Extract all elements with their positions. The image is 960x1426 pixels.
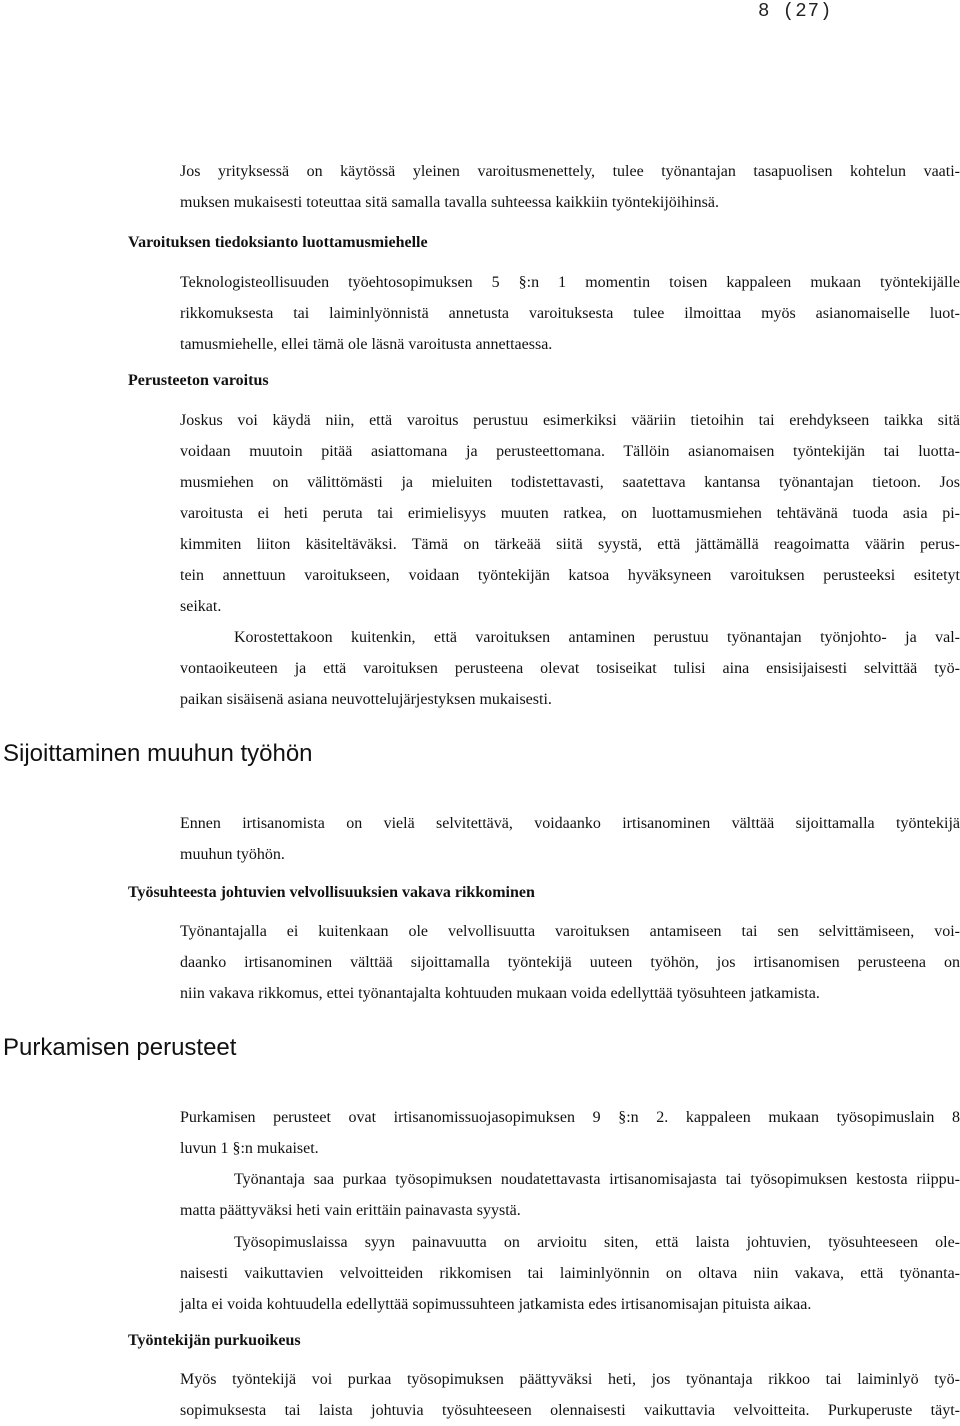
text-line: Myös työntekijä voi purkaa työsopimuksen päättyväksi heti, jos työnantaja rikkoo tai laiminlyö työ- xyxy=(180,1371,960,1388)
text-line: paikan sisäisenä asiana neuvottelujärjestyksen mukaisesti. xyxy=(180,691,552,708)
paragraph-serious-breach xyxy=(180,916,960,1009)
text-line: varoitusta ei heti peruta tai erimielisyys muuten ratkea, on luottamusmiehen tehtävänä tuoda asia pi- xyxy=(180,505,960,522)
text-line: Jos yrityksessä on käytössä yleinen varoitusmenettely, tulee työnantajan tasapuolisen kohtelun vaati- xyxy=(180,163,960,180)
heading-unfounded-warning: Perusteeton varoitus xyxy=(128,372,269,389)
paragraph-emphasis xyxy=(180,622,960,715)
text-line: tamusmiehelle, ellei tämä ole läsnä varoitusta annettaessa. xyxy=(180,336,553,353)
section-title-grounds-for-termination: Purkamisen perusteet xyxy=(3,1034,237,1061)
text-line: niin vakava rikkomus, ettei työnantajalta kohtuuden mukaan voida edellyttää työsuhteen jatkamista. xyxy=(180,985,820,1002)
text-line: Teknologisteollisuuden työehtosopimuksen 5 §:n 1 momentin toisen kappaleen mukaan työntekijälle xyxy=(180,274,960,291)
text-line: daanko irtisanominen välttää sijoittamalla työntekijä uuteen työhön, jos irtisanomisen perusteena on xyxy=(180,954,960,971)
text-line: luvun 1 §:n mukaiset. xyxy=(180,1140,319,1157)
heading-serious-breach-of-obligations: Työsuhteesta johtuvien velvollisuuksien vakava rikkominen xyxy=(128,884,535,901)
heading-warning-notice-to-shop-steward: Varoituksen tiedoksianto luottamusmiehelle xyxy=(128,234,428,251)
text-line: Työnantajalla ei kuitenkaan ole velvollisuutta varoituksen antamiseen tai sen selvittämiseen, voi- xyxy=(180,923,960,940)
text-line: musmiehen on välittömästi ja mieluiten todistettavasti, saatettava kantansa työnantajan tietoon. Jos xyxy=(180,474,960,491)
text-line: vontaoikeuteen ja että varoituksen perusteena olevat tosiseikat tulisi aina ensisijaisesti selvittää työ- xyxy=(180,660,960,677)
section-title-placement-other-work: Sijoittaminen muuhun työhön xyxy=(3,740,313,767)
heading-employee-right-to-terminate: Työntekijän purkuoikeus xyxy=(128,1332,301,1349)
paragraph-unfounded-warning xyxy=(180,405,960,622)
text-line: rikkomuksesta tai laiminlyönnistä annetusta varoituksesta tulee ilmoittaa myös asianomaiselle luot- xyxy=(180,305,960,322)
text-line: Työnantaja saa purkaa työsopimuksen noudatettavasta irtisanomisajasta tai työsopimuksen kestosta riippu- xyxy=(234,1171,960,1188)
text-line: Joskus voi käydä niin, että varoitus perustuu esimerkiksi vääriin tietoihin tai erehdykseen taikka sitä xyxy=(180,412,960,429)
text-line: sopimuksesta tai laista johtuvia työsuhteeseen olennaisesti vaikuttavia velvoitteita. Purkuperuste täyt- xyxy=(180,1402,960,1419)
paragraph-reason-weight xyxy=(180,1227,960,1320)
paragraph-employer-termination xyxy=(180,1164,960,1226)
text-line: muksen mukaisesti toteuttaa sitä samalla tavalla suhteessa kaikkiin työntekijöihinsä. xyxy=(180,194,719,211)
text-line: matta päättyväksi heti vain erittäin painavasta syystä. xyxy=(180,1202,521,1219)
text-line: Työsopimuslaissa syyn painavuutta on arvioitu siten, että laista johtuvien, työsuhteeseen ole- xyxy=(234,1234,960,1251)
text-line: Purkamisen perusteet ovat irtisanomissuojasopimuksen 9 §:n 2. kappaleen mukaan työsopimuslain 8 xyxy=(180,1109,960,1126)
text-line: seikat. xyxy=(180,598,222,615)
text-line: Ennen irtisanomista on vielä selvitettävä, voidaanko irtisanominen välttää sijoittamalla työntekijä xyxy=(180,815,960,832)
text-line: tein annettuun varoitukseen, voidaan työntekijän katsoa hyväksyneen varoituksen perusteeksi esitetyt xyxy=(180,567,960,584)
page-number: 8 (27) xyxy=(758,0,833,22)
text-line: kimmiten liiton käsiteltäväksi. Tämä on tärkeää siitä syystä, että jättämällä reagoimatta väärin perus- xyxy=(180,536,960,553)
paragraph-placement-other-work xyxy=(180,808,960,870)
text-line: jalta ei voida kohtuudella edellyttää sopimussuhteen jatkamista edes irtisanomisajan pituista aikaa. xyxy=(180,1296,812,1313)
text-line: naisesti vaikuttavien velvoitteiden rikkomisen tai laiminlyönnin on oltava niin vakava, että työnanta- xyxy=(180,1265,960,1282)
paragraph-shop-steward-notice xyxy=(180,267,960,360)
text-line: Korostettakoon kuitenkin, että varoituksen antaminen perustuu työnantajan työnjohto- ja val- xyxy=(234,629,960,646)
text-line: voidaan muutoin pitää asiattomana ja perusteettomana. Tällöin asianomaisen työntekijän tai luotta- xyxy=(180,443,960,460)
paragraph-termination-grounds xyxy=(180,1102,960,1164)
paragraph-employee-termination xyxy=(180,1364,960,1426)
text-line: muuhun työhön. xyxy=(180,846,285,863)
paragraph-warning-procedure xyxy=(180,156,960,218)
